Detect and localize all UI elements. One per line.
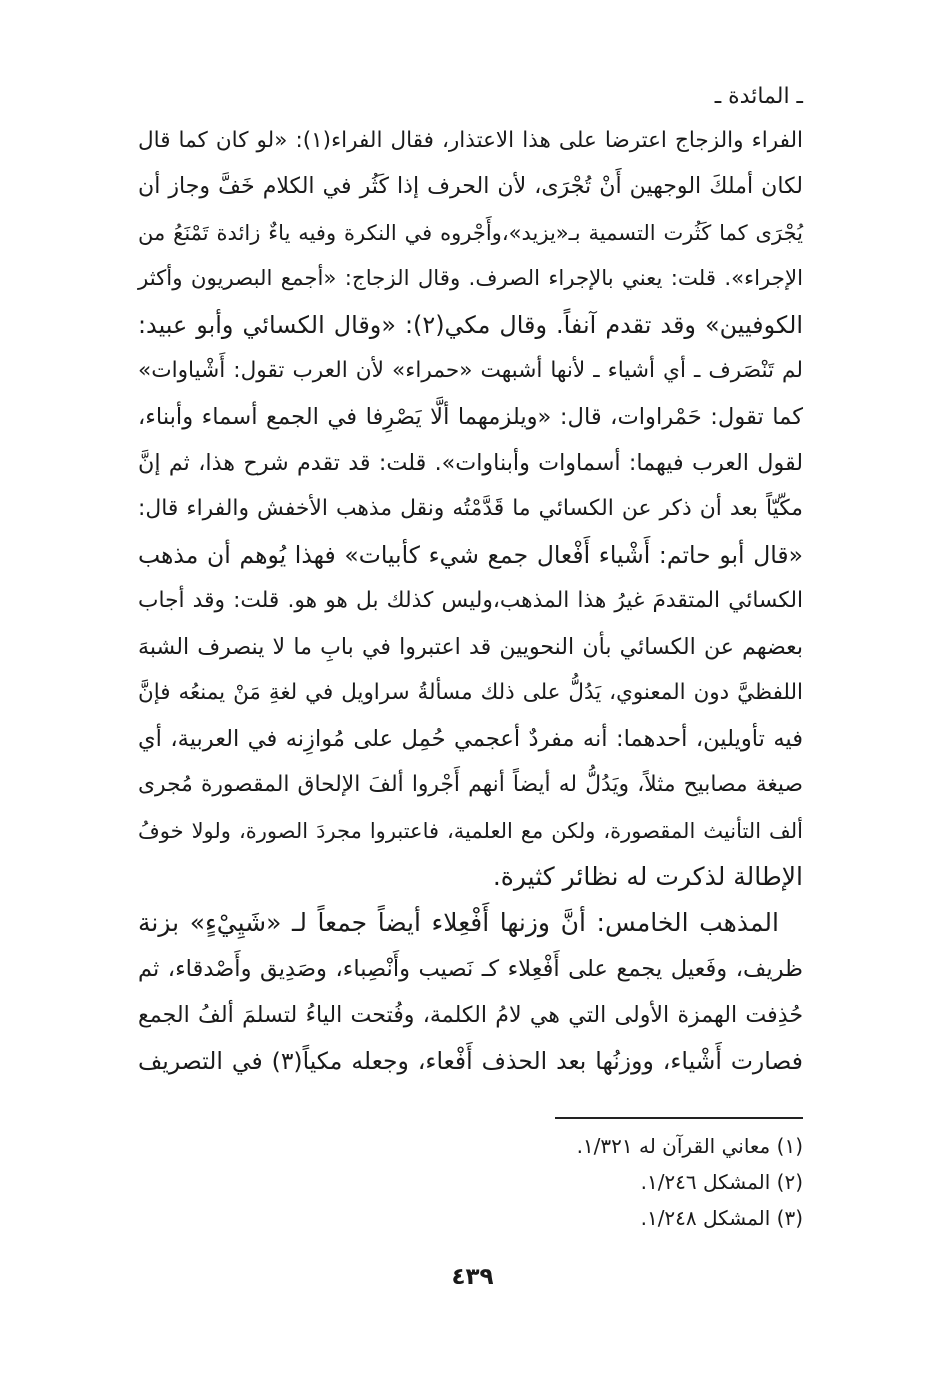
text-line: ظريف، وفَعيل يجمع على أَفْعِلاء كـ نَصيب وأَنْصِباء، وصَدِيق وأَصْدقاء، ثم [138,956,803,982]
text-line: الكسائي المتقدمَ غيرُ هذا المذهب،وليس كذلك بل هو هو. قلت: وقد أجاب [138,588,803,613]
text-line: يُجْرَى كما كَثُرت التسمية بـ«يزيد»،وأَجْروه في النكرة وفيه ياءٌ زائدة تَمْنَعُ من [138,220,803,245]
text-line: بعضهم عن الكسائي بأن النحويين قد اعتبروا في بابِ ما لا ينصرف الشبهَ [138,634,803,660]
text-line: صيغة مصابيح مثلاً، ويَدُلُّ له أيضاً أنهم أَجْروا ألفَ الإلحاق المقصورة مُجرى [138,772,803,797]
footnote: (٢) المشكل ١/٢٤٦. [640,1170,803,1194]
text-line: كما تقول: حَمْراوات، قال: «ويلزمهما ألَّا يَصْرِفا في الجمع أسماء وأبناء، [138,404,803,430]
text-line: لكان أملكَ الوجهين أَنْ تُجْرَى، لأن الحرف إذا كَثُر في الكلام خَفَّ وجاز أن [138,174,803,199]
text-line: المذهب الخامس: أنَّ وزنها أَفْعِلاء أيضاً جمعاً لـ «شَيِيْءٍ» بزنة [138,908,779,937]
text-line: فيه تأويلين، أحدهما: أنه مفردٌ أعجمي حُمِل على مُوازِنه في العربية، أي [138,726,803,752]
text-line: الفراء والزجاج اعترضا على هذا الاعتذار، فقال الفراء(١): «لو كان كما قال [138,128,803,153]
text-line: الكوفيين» وقد تقدم آنفاً. وقال مكي(٢): «وقال الكسائي وأبو عبيد: [138,311,803,339]
main-text [138,118,803,1084]
text-line: حُذِفت الهمزة الأولى التي هي لامُ الكلمة، وفُتحت الياءُ لتسلمَ ألفُ الجمع [138,1002,803,1028]
page-number: ٤٣٩ [451,1264,494,1290]
text-line: مكّيّاً بعد أن ذكر عن الكسائي ما قَدَّمْتُه ونقل مذهب الأخفش والفراء قال: [138,496,803,521]
running-header: ـ المائدة ـ [714,84,803,109]
text-line: الإطالة لذكرت له نظائر كثيرة. [492,862,803,891]
text-line: «قال أبو حاتم: أَشْياء أَفْعال جمع شيء كأبيات» فهذا يُوهم أن مذهب [138,541,803,569]
text-line: ألف التأنيث المقصورة، ولكن مع العلمية، فاعتبروا مجردَ الصورة، ولولا خوفُ [138,819,803,843]
footnote: (٣) المشكل ١/٢٤٨. [640,1206,803,1230]
text-line: لم تَنْصَرف ـ أي أشياء ـ لأنها أشبهت «حمراء» لأن العرب تقول: أَشْياوات» [138,358,803,383]
text-line: الإجراء». قلت: يعني بالإجراء الصرف. وقال الزجاج: «أجمع البصريون وأكثر [138,266,803,291]
footnote-divider [555,1117,803,1119]
text-line: فصارت أَشْياء، ووزنُها بعد الحذف أَفْعاء، وجعله مكياً(٣) في التصريف [138,1047,803,1075]
footnote: (١) معاني القرآن له ١/٣٢١. [576,1134,803,1158]
text-line: اللفظيَّ دون المعنوي، يَدُلُّ على ذلك مسألةُ سراويل في لغةِ مَنْ يمنعُه فإنَّ [138,680,803,705]
text-line: لقول العرب فيهما: أسماوات وأبناوات». قلت: قد تقدم شرح هذا، ثم إنَّ [138,450,803,476]
footnotes [577,1128,803,1236]
